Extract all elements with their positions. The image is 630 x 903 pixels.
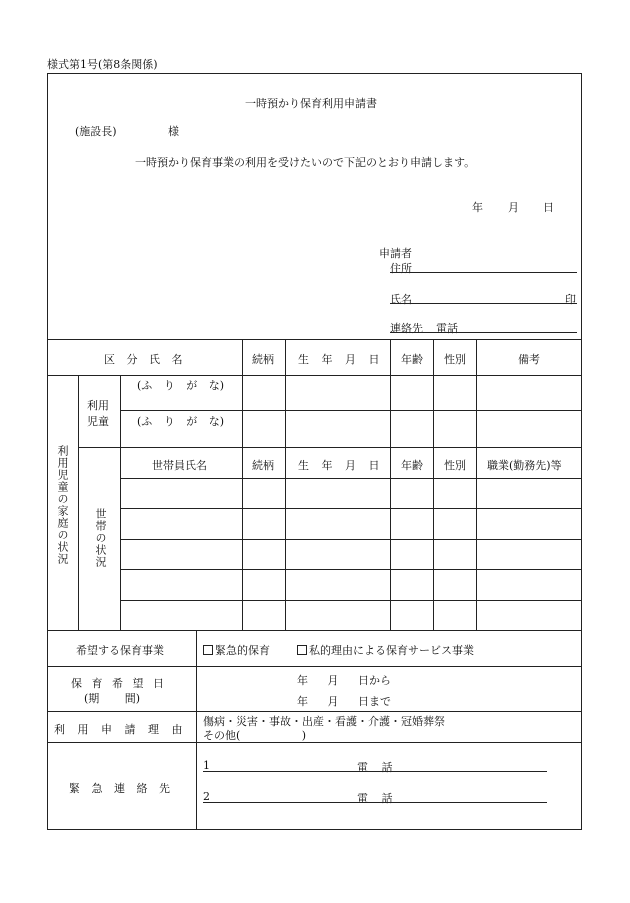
row-line (120, 508, 582, 509)
row-line (120, 569, 582, 570)
child-label-1: 利用 (87, 399, 109, 412)
date-year: 年 (472, 201, 483, 214)
row-line (47, 711, 582, 712)
header-remarks: 備考 (518, 353, 540, 366)
child-furigana-1: (ふ り が な) (137, 379, 225, 392)
contact-underline (390, 332, 577, 333)
row-line (47, 630, 582, 631)
col-line (285, 339, 286, 630)
row-line (120, 539, 582, 540)
col-line (476, 339, 477, 630)
emergency-phone-2: 電 話 (357, 792, 393, 805)
row-line (120, 410, 582, 411)
header-category-name: 区 分 氏 名 (104, 353, 183, 366)
period-label: 保 育 希 望 日 (71, 677, 164, 690)
seal-mark: 印 (565, 293, 576, 306)
reason-label: 利 用 申 請 理 由 (54, 723, 183, 736)
reason-line2: その他( ) (203, 729, 307, 742)
row-line (120, 600, 582, 601)
honorific: 様 (168, 125, 179, 138)
row-line (47, 666, 582, 667)
col-line (196, 630, 197, 830)
service-label: 希望する保育事業 (76, 644, 164, 657)
period-sublabel: (期 間) (84, 692, 141, 705)
household-age: 年齢 (401, 459, 423, 472)
form-title: 一時預かり保育利用申請書 (245, 97, 377, 110)
applicant-phone-label: 電話 (436, 322, 458, 335)
checkbox-emergency[interactable] (203, 645, 213, 655)
header-relation: 続柄 (252, 353, 274, 366)
col-line (433, 339, 434, 630)
option-emergency-label: 緊急的保育 (215, 644, 270, 657)
option-private-label: 私的理由による保育サービス事業 (309, 644, 474, 657)
child-label-2: 児童 (87, 415, 109, 428)
emergency-item-2: 2 (203, 790, 210, 803)
emergency-underline-2 (203, 802, 547, 803)
household-occupation: 職業(勤務先)等 (487, 459, 562, 472)
emergency-phone-1: 電 話 (357, 761, 393, 774)
col-line (78, 375, 79, 630)
address-underline (390, 272, 577, 273)
household-birthdate: 生 年 月 日 (298, 459, 380, 472)
row-line (47, 339, 582, 340)
household-label: 世帯の状況 (94, 508, 107, 568)
applicant-contact-label: 連絡先 (390, 322, 423, 335)
period-from: 年 月 日から (297, 674, 391, 687)
household-gender: 性別 (444, 459, 466, 472)
household-member-name: 世帯員氏名 (152, 459, 207, 472)
row-line (120, 478, 582, 479)
col-line (120, 375, 121, 630)
service-option-private[interactable] (297, 642, 474, 658)
row-line (78, 447, 582, 448)
family-status-label: 利用児童の家庭の状況 (56, 445, 69, 565)
applicant-label: 申請者 (379, 247, 412, 260)
checkbox-private[interactable] (297, 645, 307, 655)
period-to: 年 月 日まで (297, 695, 391, 708)
form-number: 様式第1号(第8条関係) (47, 58, 158, 71)
header-age: 年齢 (401, 353, 423, 366)
col-line (390, 339, 391, 630)
reason-line1: 傷病・災害・事故・出産・看護・介護・冠婚葬祭 (203, 715, 445, 728)
row-line (47, 375, 582, 376)
emergency-item-1: 1 (203, 759, 210, 772)
household-relation: 続柄 (252, 459, 274, 472)
intro-text: 一時預かり保育事業の利用を受けたいので下記のとおり申請します。 (135, 156, 476, 169)
header-gender: 性別 (444, 353, 466, 366)
date-month: 月 (508, 201, 519, 214)
child-furigana-2: (ふ り が な) (137, 415, 225, 428)
emergency-contact-label: 緊 急 連 絡 先 (69, 782, 170, 795)
name-underline (390, 303, 577, 304)
addressee: (施設長) (75, 125, 117, 138)
row-line (47, 742, 582, 743)
applicant-name-label: 氏名 (390, 293, 412, 306)
col-line (242, 339, 243, 630)
applicant-address-label: 住所 (390, 262, 412, 275)
header-birthdate: 生 年 月 日 (298, 353, 380, 366)
service-option-emergency[interactable] (203, 642, 270, 658)
date-day: 日 (543, 201, 554, 214)
emergency-underline-1 (203, 771, 547, 772)
